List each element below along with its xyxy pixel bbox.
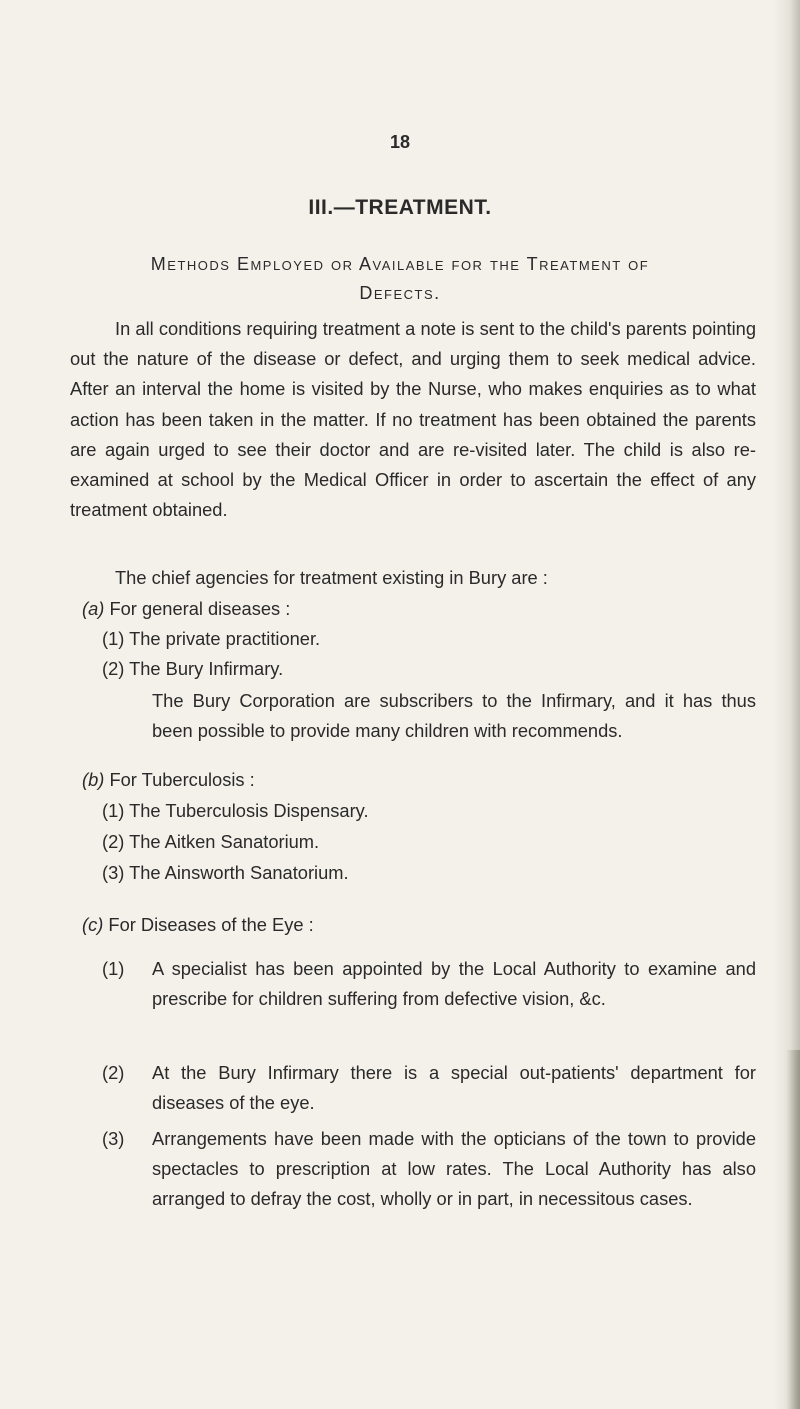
section-b-item-1-text: The Tuberculosis Dispensary. bbox=[129, 800, 369, 821]
section-a-item-2 bbox=[102, 654, 283, 684]
section-a-item-1-num: (1) bbox=[102, 628, 125, 649]
section-c-heading-text: For Diseases of the Eye : bbox=[108, 914, 314, 935]
section-a-label: (a) bbox=[82, 598, 105, 619]
section-b-item-3 bbox=[102, 858, 349, 888]
section-c-item-2 bbox=[102, 1058, 756, 1118]
section-c-item-3-text: Arrangements have been made with the opticians of the town to provide spectacles to prescription at low rates. The Local Authority has also arranged to defray the cost, wholly or in part, in necessitous cases. bbox=[152, 1128, 756, 1210]
section-a-item-2-num: (2) bbox=[102, 658, 125, 679]
section-b-item-2 bbox=[102, 827, 319, 857]
section-b-item-1 bbox=[102, 796, 369, 826]
section-a-heading bbox=[82, 594, 290, 624]
section-b-item-1-num: (1) bbox=[102, 800, 125, 821]
section-b-item-3-text: The Ainsworth Sanatorium. bbox=[129, 862, 349, 883]
section-a-heading-text: For general diseases : bbox=[109, 598, 291, 619]
section-c-item-2-text: At the Bury Infirmary there is a special out-patients' department for diseases of the eye. bbox=[152, 1062, 756, 1114]
section-title: III.—TREATMENT. bbox=[308, 196, 492, 219]
section-b-label: (b) bbox=[82, 769, 105, 790]
section-a-item-2-text: The Bury Infirmary. bbox=[129, 658, 284, 679]
section-c-heading bbox=[82, 910, 314, 940]
section-subtitle-line-1: Methods Employed or Available for the Treatment of bbox=[150, 254, 650, 274]
agencies-intro: The chief agencies for treatment existing in Bury are : bbox=[115, 567, 548, 588]
section-c-label: (c) bbox=[82, 914, 104, 935]
section-a-item-1 bbox=[102, 624, 320, 654]
section-b-heading-text: For Tuberculosis : bbox=[109, 769, 255, 790]
section-b-item-2-text: The Aitken Sanatorium. bbox=[129, 831, 320, 852]
section-a-item-1-text: The private practitioner. bbox=[129, 628, 321, 649]
section-c-item-1-num: (1) bbox=[102, 958, 125, 979]
section-c-item-3-num: (3) bbox=[102, 1128, 125, 1149]
section-c-item-2-num: (2) bbox=[102, 1062, 125, 1083]
page-edge-shadow-bottom bbox=[786, 1050, 800, 1409]
section-c-item-1 bbox=[102, 954, 756, 1014]
section-c-item-1-text: A specialist has been appointed by the Local Authority to examine and prescribe for children suffering from defective vision, &c. bbox=[152, 958, 756, 1010]
section-b-item-3-num: (3) bbox=[102, 862, 125, 883]
section-subtitle-line-2: Defects. bbox=[359, 283, 441, 303]
section-b-item-2-num: (2) bbox=[102, 831, 125, 852]
section-b-heading bbox=[82, 765, 255, 795]
section-c-item-3 bbox=[102, 1124, 756, 1215]
page-number: 18 bbox=[389, 132, 411, 152]
intro-paragraph: In all conditions requiring treatment a note is sent to the child's parents pointing out the nature of the disease or defect, and urging them to seek medical advice. After an interval the home is visited by the Nurse, who makes enquiries as to what action has been taken in the matter. If no treatment has been obtained the parents are again urged to see their doctor and are re-visited later. The child is also re-examined at school by the Medical Officer in order to ascertain the effect of any treatment obtained. bbox=[70, 318, 756, 521]
section-a-note: The Bury Corporation are subscribers to the Infirmary, and it has thus been possible to provide many children with recommends. bbox=[152, 690, 756, 742]
